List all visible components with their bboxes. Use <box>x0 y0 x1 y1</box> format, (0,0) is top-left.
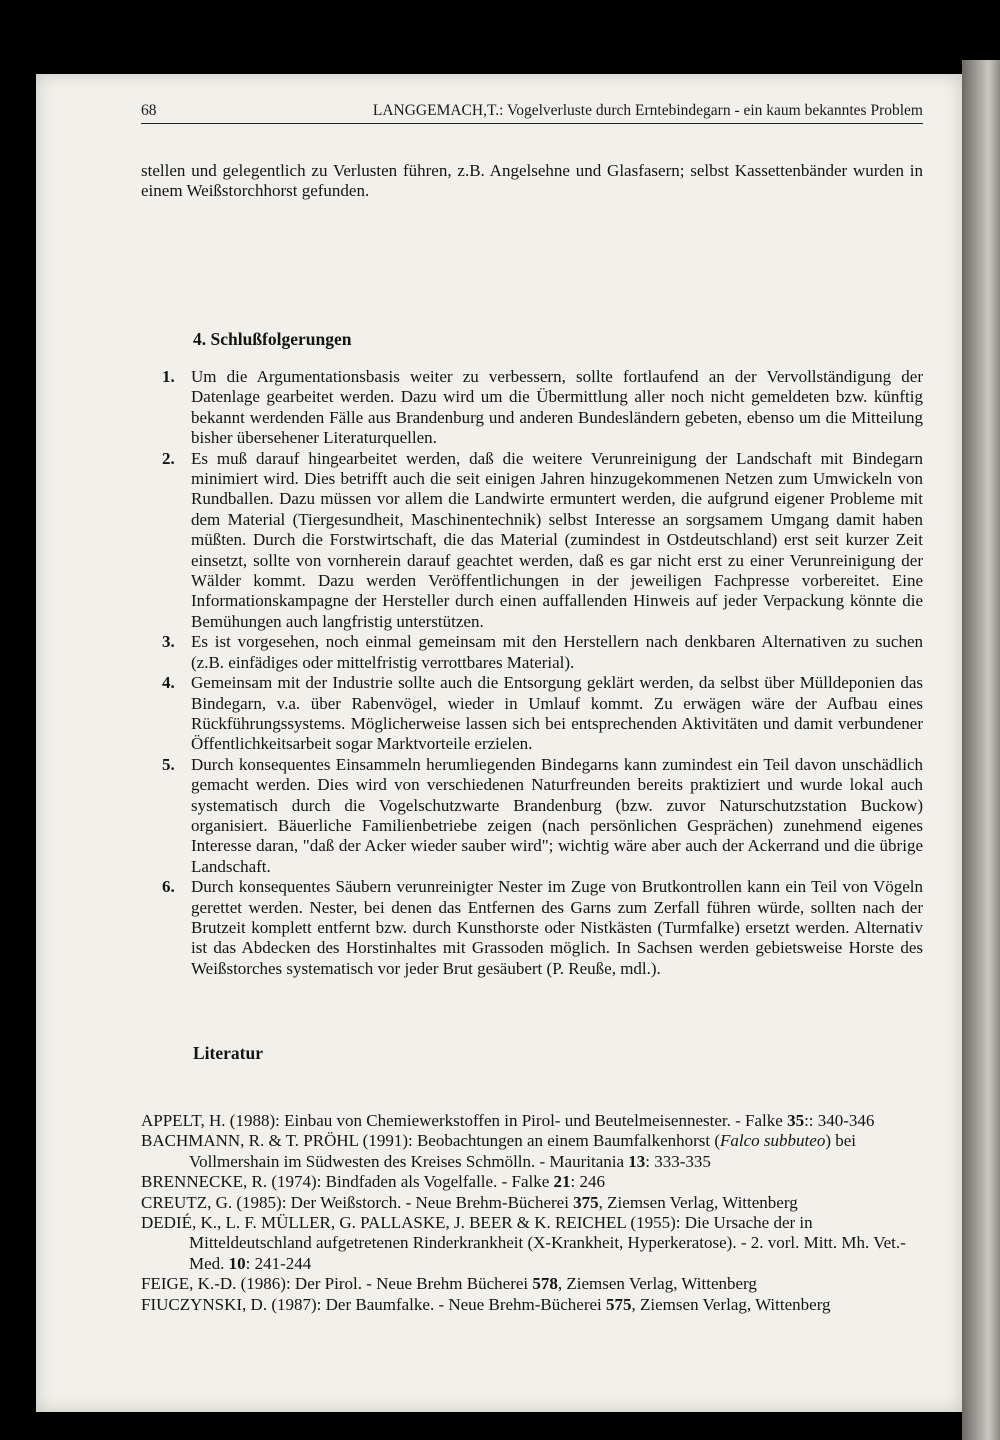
item-text: Es muß darauf hingearbeitet werden, daß die weitere Verunreinigung der Landschaft mit Bindegarn minimiert wird. Dies betrifft auch die seit einigen Jahren hinzugekommenen Netzen zum Umwickeln von Rundballen. Dazu müssen vor allem die Landwirte ermuntert werden, die aufgrund eigener Probleme mit dem Material (Tiergesundheit, Maschinentechnik) selbst Interesse an sorgsamem Umgang damit haben müßten. Durch die Forstwirtschaft, die das Material (zumindest in Ostdeutschland) erst seit kurzer Zeit einsetzt, sollte von vornherein darauf geachtet werden, daß es gar nicht erst zu einer Verunreinigung der Wälder kommt. Dazu werden Veröffentlichungen in der jeweiligen Fachpresse vorbereitet. Eine Informationskampagne der Hersteller durch einen auffallenden Hinweis auf jeder Verpackung könnte die Bemühungen auch langfristig unterstützen. <box>191 448 923 631</box>
conclusions-list <box>162 367 923 979</box>
reference-pages: : 246 <box>570 1172 605 1192</box>
reference-pages: : 333-335 <box>645 1151 711 1171</box>
section-heading: 4. Schlußfolgerungen <box>193 329 352 349</box>
reference-volume: 21 <box>553 1172 571 1192</box>
reference-species: Falco subbuteo <box>720 1131 826 1151</box>
reference-pages: , Ziemsen Verlag, Wittenberg <box>631 1294 831 1314</box>
reference-volume: 35 <box>787 1111 805 1130</box>
reference-text: BACHMANN, R. & T. PRÖHL (1991): Beobachtungen an einem Baumfalkenhorst ( <box>141 1131 721 1151</box>
reference-volume: 13 <box>628 1151 646 1171</box>
list-item <box>162 754 923 877</box>
item-number: 6. <box>162 877 175 897</box>
reference-pages: , Ziemsen Verlag, Wittenberg <box>557 1274 757 1294</box>
item-number: 2. <box>162 448 175 468</box>
list-item <box>162 448 923 633</box>
reference-pages: : 241-244 <box>245 1253 312 1273</box>
reference-entry <box>141 1213 923 1274</box>
reference-entry <box>141 1111 923 1131</box>
reference-volume: 10 <box>228 1253 246 1273</box>
reference-entry <box>141 1131 923 1172</box>
reference-entry <box>141 1193 923 1213</box>
item-text: Durch konsequentes Einsammeln herumliegenden Bindegarns kann zumindest ein Teil davon unschädlich gemacht werden. Dies wird von verschiedenen Naturfreunden bereits praktiziert und wurde lokal auch systematisch durch die Vogelschutzwarte Brandenburg (bzw. zuvor Naturschutzstation Buckow) organisiert. Bäuerliche Familienbetriebe zeigen (nach persönlichen Gesprächen) zunehmend eigenes Interesse daran, "daß der Acker wieder sauber wird"; wichtig wäre aber auch der Ackerrand und die übrige Landschaft. <box>191 754 923 876</box>
intro-paragraph: stellen und gelegentlich zu Verlusten führen, z.B. Angelsehne und Glasfasern; selbst Kassettenbänder wurden in einem Weißstorchhorst gefunden. <box>141 161 923 201</box>
item-text: Um die Argumentationsbasis weiter zu verbessern, sollte fortlaufend an der Vervollständigung der Datenlage gearbeitet werden. Dazu wird um die Übermittlung aller noch nicht gemeldeten bzw. künftig bekannt werdenden Fälle aus Brandenburg und anderen Bundesländern gebeten, ebenso um die Mitteilung bisher übersehener Literaturquellen. <box>191 367 923 448</box>
list-item <box>162 877 923 979</box>
reference-entry <box>141 1295 923 1315</box>
reference-entry <box>141 1172 923 1192</box>
item-text: Gemeinsam mit der Industrie sollte auch die Entsorgung geklärt werden, da selbst über Mülldeponien das Bindegarn, v.a. über Rabenvögel, wieder in Umlauf kommt. Zu erwägen wäre der Aufbau eines Rückführungssystems. Möglicherweise lassen sich bei entsprechenden Aktivitäten und damit verbundener Öffentlichkeitsarbeit sogar Marktvorteile erzielen. <box>191 673 923 754</box>
reference-pages: , Ziemsen Verlag, Wittenberg <box>598 1192 798 1212</box>
running-head: LANGGEMACH,T.: Vogelverluste durch Erntebindegarn - ein kaum bekanntes Problem <box>372 102 923 119</box>
reference-text: FEIGE, K.-D. (1986): Der Pirol. - Neue Brehm Bücherei <box>141 1274 533 1294</box>
reference-text: DEDIÉ, K., L. F. MÜLLER, G. PALLASKE, J. BEER & K. REICHEL (1955): Die Ursache der in Mitteldeutschland aufgetretenen Rinderkrankheit (X-Krankheit, Hyperkeratose). - 2. vorl. Mitt. Mh. Vet.-Med. <box>141 1213 906 1273</box>
item-number: 1. <box>162 367 175 386</box>
reference-volume: 578 <box>532 1274 558 1294</box>
list-item <box>162 367 923 449</box>
item-number: 3. <box>162 632 175 652</box>
reference-text: FIUCZYNSKI, D. (1987): Der Baumfalke. - Neue Brehm-Bücherei <box>141 1294 607 1314</box>
reference-text: CREUTZ, G. (1985): Der Weißstorch. - Neue Brehm-Bücherei <box>141 1192 574 1212</box>
item-text: Es ist vorgesehen, noch einmal gemeinsam mit den Herstellern nach denkbaren Alternativen zu suchen (z.B. einfädiges oder mittelfristig verrottbares Material). <box>191 632 923 672</box>
reference-list <box>141 1111 923 1315</box>
reference-text: ) bei Vollmershain im Südwesten des Kreises Schmölln. - Mauritania <box>189 1131 857 1171</box>
reference-text: APPELT, H. (1988): Einbau von Chemiewerkstoffen in Pirol- und Beutelmeisennester. - Falke <box>141 1111 788 1130</box>
list-item <box>162 673 923 755</box>
reference-volume: 575 <box>606 1294 632 1314</box>
item-text: Durch konsequentes Säubern verunreinigter Nester im Zuge von Brutkontrollen kann ein Teil von Vögeln gerettet werden. Nester, bei denen das Entfernen des Garns zum Zerfall führen würde, sollten nach der Brutzeit komplett entfernt bzw. durch Kunsthorste oder Nistkästen (Turmfalke) ersetzt werden. Alternativ ist das Abdecken des Horstinhaltes mit Grassoden möglich. In Sachsen werden gebietsweise Horste des Weißstorches systematisch vor jeder Brut gesäubert (P. Reuße, mdl.). <box>191 877 923 978</box>
literature-heading: Literatur <box>193 1043 263 1063</box>
page-header <box>141 101 923 124</box>
reference-entry <box>141 1274 923 1294</box>
reference-volume: 375 <box>573 1192 599 1212</box>
list-item <box>162 632 923 673</box>
item-number: 5. <box>162 754 175 774</box>
book-spine <box>962 60 1000 1440</box>
page-number: 68 <box>141 102 157 119</box>
reference-text: BRENNECKE, R. (1974): Bindfaden als Vogelfalle. - Falke <box>141 1172 554 1192</box>
page-content <box>141 161 923 1314</box>
reference-pages: :: 340-346 <box>804 1111 875 1130</box>
item-number: 4. <box>162 673 175 693</box>
